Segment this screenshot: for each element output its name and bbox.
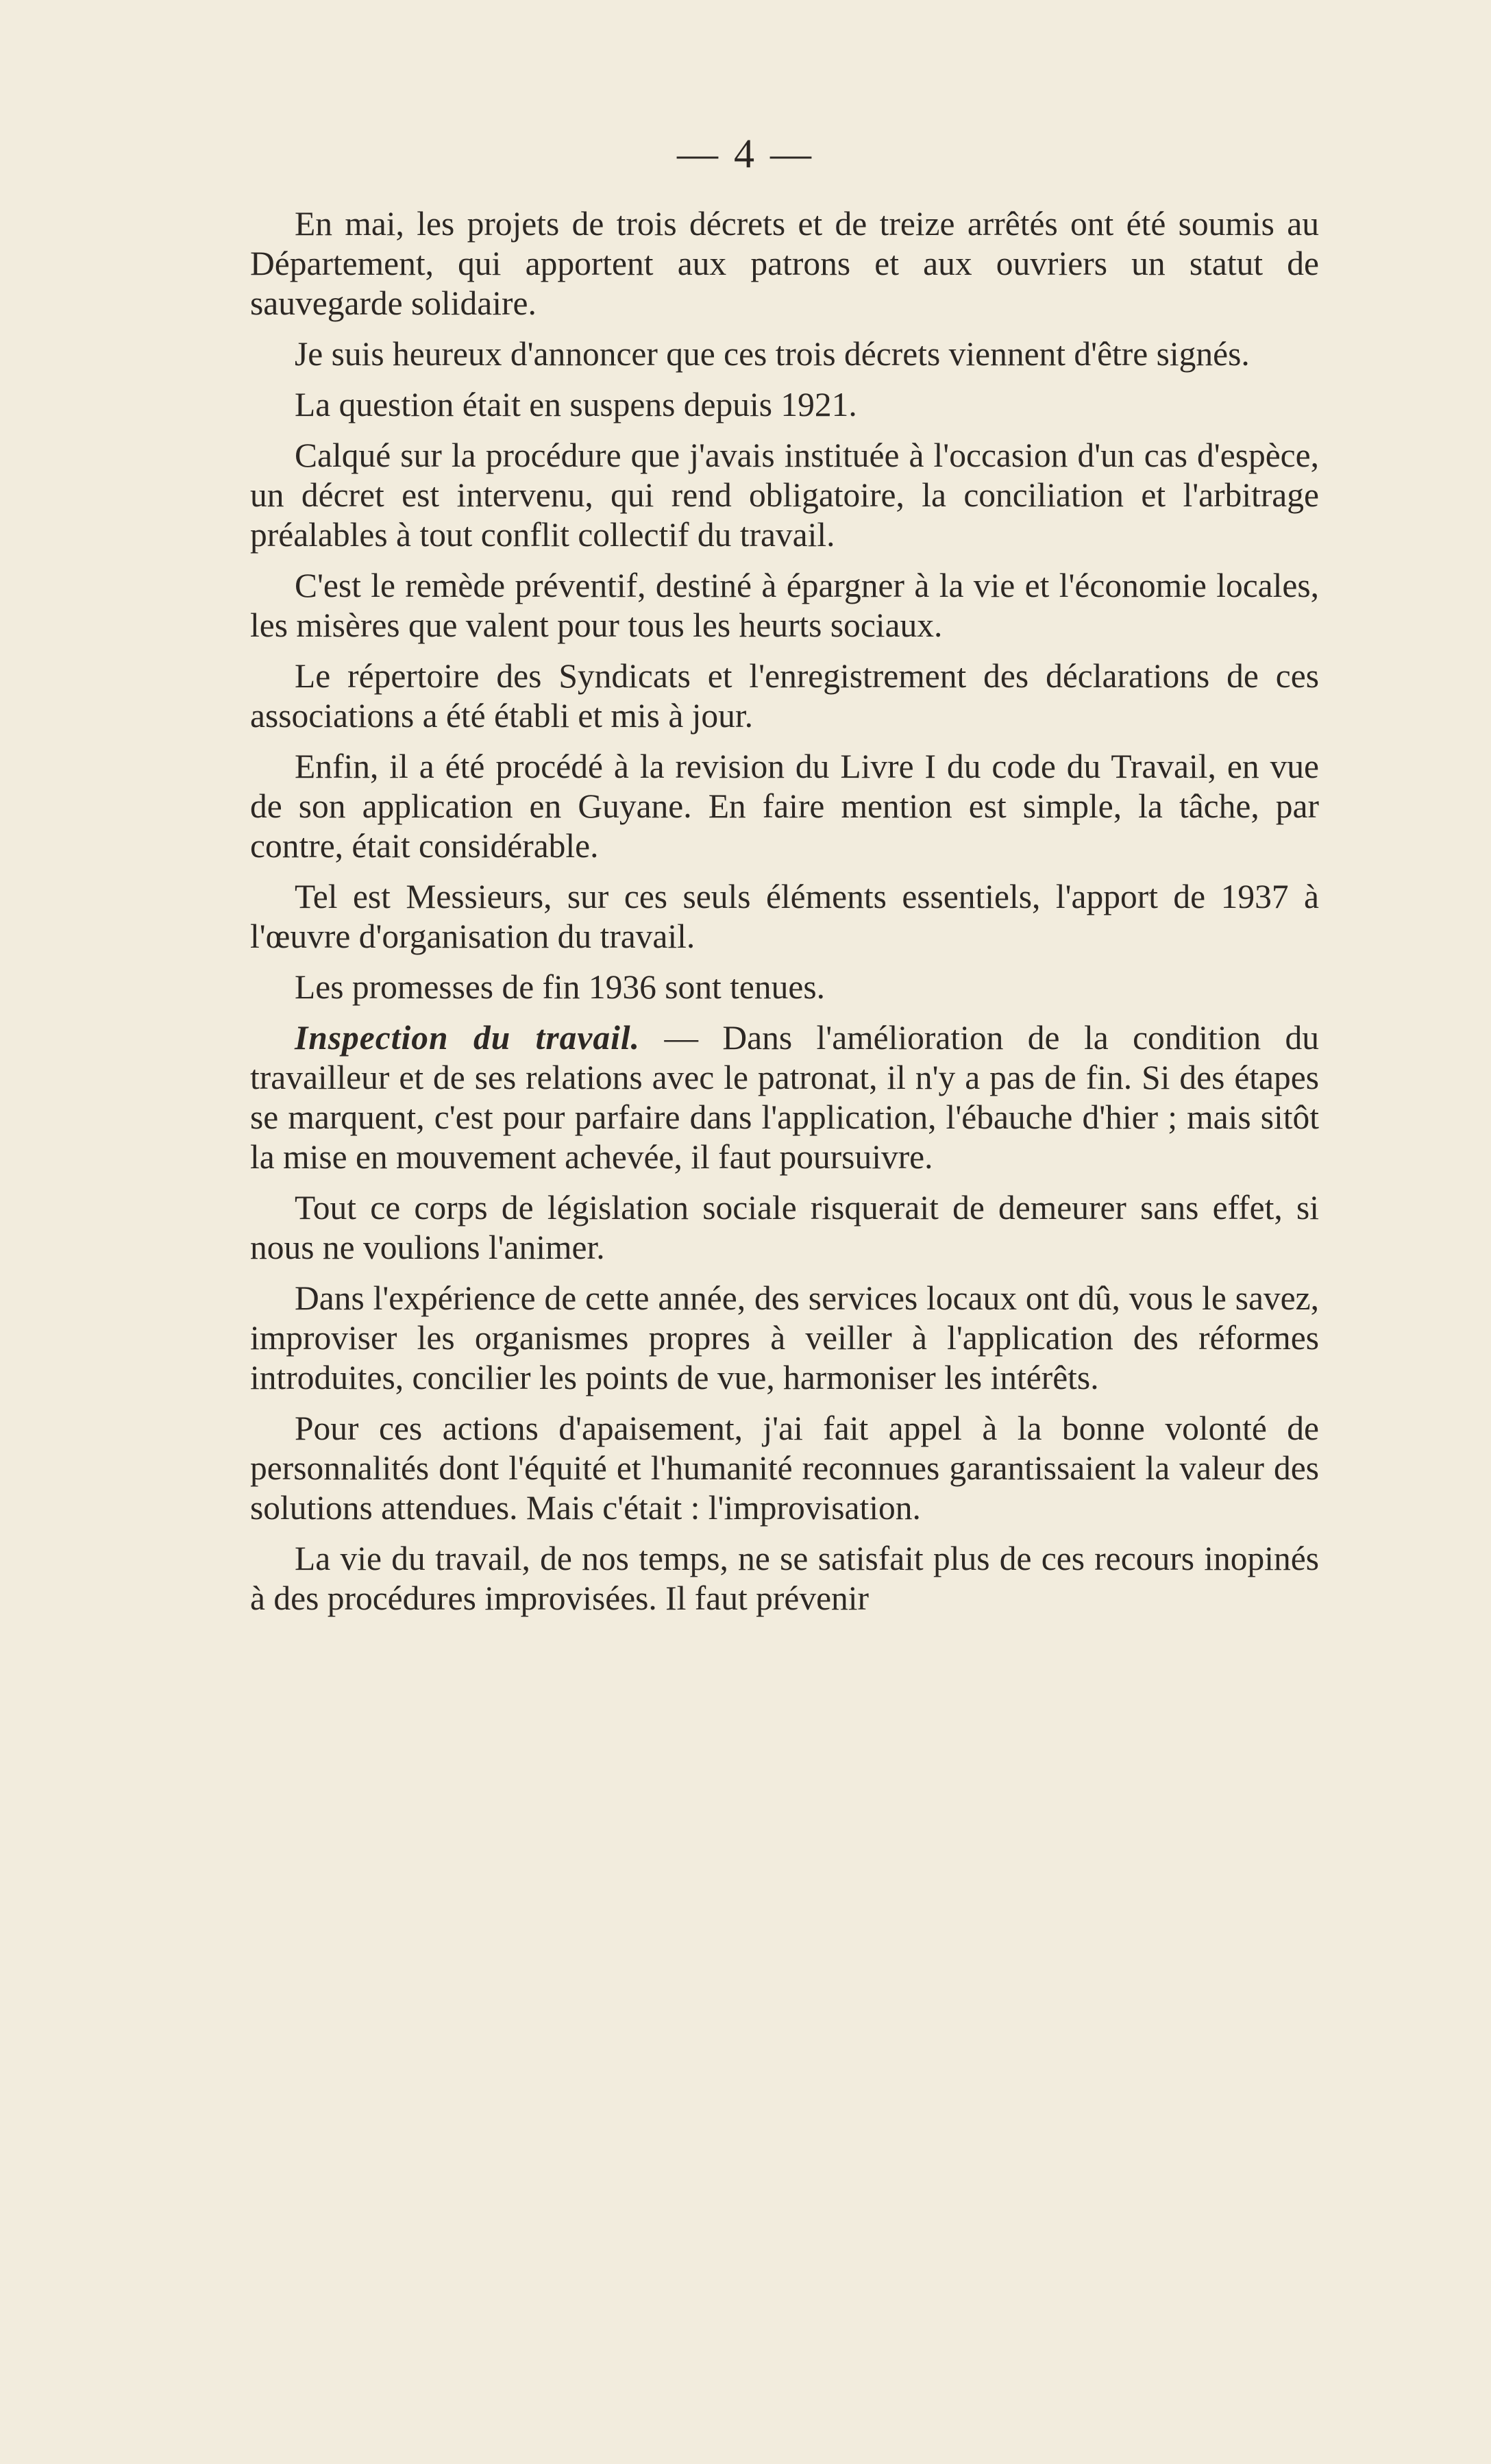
paragraph: En mai, les projets de trois décrets et de treize arrêtés ont été soumis au Département, qui apportent aux patrons et aux ouvriers un statut de sauvegarde solidaire.	[250, 205, 1319, 322]
paragraph: Calqué sur la procédure que j'avais instituée à l'occasion d'un cas d'espèce, un décret est intervenu, qui rend obligatoire, la conciliation et l'arbitrage préalables à tout conflit collectif du travail.	[250, 436, 1319, 554]
paragraph: Tout ce corps de législation sociale risquerait de demeurer sans effet, si nous ne voulions l'animer.	[250, 1189, 1319, 1266]
paragraph: Je suis heureux d'annoncer que ces trois décrets viennent d'être signés.	[295, 335, 1250, 373]
paragraph: C'est le remède préventif, destiné à épargner à la vie et l'économie locales, les misères que valent pour tous les heurts sociaux.	[250, 567, 1319, 644]
body-text	[250, 204, 1319, 1629]
paragraph: Enfin, il a été procédé à la revision du Livre I du code du Travail, en vue de son application en Guyane. En faire mention est simple, la tâche, par contre, était considérable.	[250, 748, 1319, 865]
inspection-paragraph	[250, 1018, 1319, 1177]
paragraph: Pour ces actions d'apaisement, j'ai fait appel à la bonne volonté de personnalités dont l'équité et l'humanité reconnues garantissaient la valeur des solutions attendues. Mais c'était : l'improvisation.	[250, 1409, 1319, 1527]
paragraph: La question était en suspens depuis 1921.	[295, 386, 857, 423]
section-heading: Inspection du travail.	[295, 1019, 641, 1057]
paragraph: Dans l'expérience de cette année, des services locaux ont dû, vous le savez, improviser les organismes propres à veiller à l'application des réformes introduites, concilier les points de vue, harmoniser les intérêts.	[250, 1279, 1319, 1396]
page-number: — 4 —	[677, 131, 814, 176]
inspection-text: — Dans l'amélioration de la condition du travailleur et de ses relations avec le patronat, il n'y a pas de fin. Si des étapes se marquent, c'est pour parfaire dans l'application, l'ébauche d'hier ; mais sitôt la mise en mouvement achevée, il faut poursuivre.	[250, 1019, 1319, 1176]
paragraph: Les promesses de fin 1936 sont tenues.	[295, 968, 825, 1006]
paragraph: Le répertoire des Syndicats et l'enregistrement des déclarations de ces associations a été établi et mis à jour.	[250, 657, 1319, 735]
paragraph: Tel est Messieurs, sur ces seuls éléments essentiels, l'apport de 1937 à l'œuvre d'organisation du travail.	[250, 878, 1319, 955]
paragraph: La vie du travail, de nos temps, ne se satisfait plus de ces recours inopinés à des procédures improvisées. Il faut prévenir	[250, 1540, 1319, 1617]
